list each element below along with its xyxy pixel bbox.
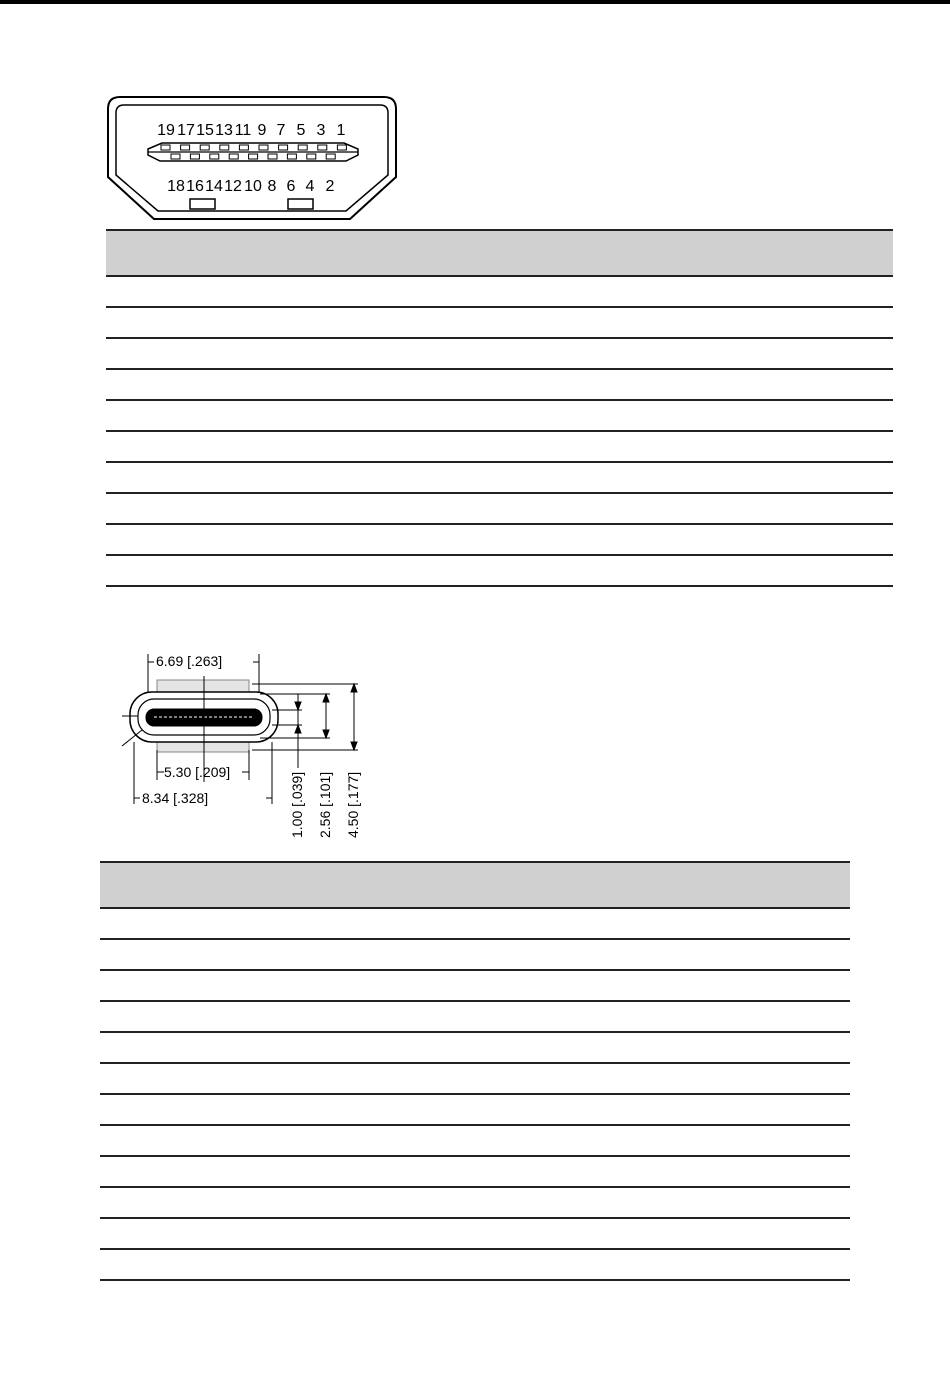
table-header-cell xyxy=(100,862,452,908)
dimension-label-width-inner: 5.30 [.209] xyxy=(164,764,231,780)
table-cell xyxy=(106,493,561,524)
page-top-rule xyxy=(0,0,950,4)
table-cell xyxy=(100,1156,452,1187)
hdmi-pin-table xyxy=(106,229,893,587)
table-cell xyxy=(100,1001,452,1032)
table-cell xyxy=(564,1187,850,1218)
table-cell xyxy=(106,369,561,400)
table-cell xyxy=(564,1032,850,1063)
table-row xyxy=(106,338,893,369)
table-row xyxy=(106,462,893,493)
hdmi-pin-label: 9 xyxy=(257,122,267,139)
table-row xyxy=(106,276,893,307)
hdmi-pin-label: 14 xyxy=(205,178,223,195)
hdmi-contact-pad xyxy=(298,145,307,150)
table-cell xyxy=(452,1218,564,1249)
table-cell xyxy=(564,939,850,970)
table-cell xyxy=(106,307,561,338)
hdmi-pin-label: 7 xyxy=(276,122,286,139)
table-cell xyxy=(564,1094,850,1125)
hdmi-contact-pad xyxy=(200,145,209,150)
table-cell xyxy=(100,1125,452,1156)
hdmi-pin-label: 5 xyxy=(296,122,306,139)
table-cell xyxy=(561,431,893,462)
table-cell xyxy=(100,970,452,1001)
hdmi-contact-pad xyxy=(181,145,190,150)
table-cell xyxy=(564,1218,850,1249)
hdmi-contact-pad xyxy=(220,145,229,150)
table-cell xyxy=(561,524,893,555)
usb-typec-pin-table xyxy=(100,861,850,1281)
table-cell xyxy=(452,1249,564,1280)
table-cell xyxy=(452,970,564,1001)
table-cell xyxy=(100,1218,452,1249)
table-cell xyxy=(100,908,452,939)
hdmi-pin-label: 15 xyxy=(196,122,214,139)
table-cell xyxy=(564,1249,850,1280)
table-cell xyxy=(564,1125,850,1156)
table-cell xyxy=(452,908,564,939)
table-row xyxy=(100,1156,850,1187)
table-cell xyxy=(100,939,452,970)
hdmi-pin-label: 18 xyxy=(167,178,185,195)
table-cell xyxy=(452,1156,564,1187)
hdmi-contact-pad xyxy=(210,154,219,159)
table-cell xyxy=(561,338,893,369)
table-cell xyxy=(452,939,564,970)
hdmi-contact-pad xyxy=(161,145,170,150)
table-cell xyxy=(100,1094,452,1125)
table-row xyxy=(100,1001,850,1032)
table-row xyxy=(100,908,850,939)
table-header-row xyxy=(100,862,850,908)
hdmi-connector-diagram xyxy=(106,95,398,221)
table-cell xyxy=(564,1156,850,1187)
hdmi-contact-pad xyxy=(279,145,288,150)
table-row xyxy=(106,369,893,400)
hdmi-latch-left xyxy=(190,199,215,209)
hdmi-pin-label: 16 xyxy=(186,178,204,195)
usb-typec-dimension-drawing xyxy=(112,650,372,845)
table-cell xyxy=(100,1063,452,1094)
table-row xyxy=(100,1187,850,1218)
table-header-cell xyxy=(564,862,850,908)
hdmi-latch-right xyxy=(288,199,313,209)
table-row xyxy=(106,493,893,524)
table-cell xyxy=(564,1063,850,1094)
table-cell xyxy=(106,462,561,493)
hdmi-contact-pad xyxy=(287,154,296,159)
table-cell xyxy=(106,431,561,462)
table-row xyxy=(100,1249,850,1280)
hdmi-contact-pad xyxy=(190,154,199,159)
hdmi-pin-label: 12 xyxy=(224,178,242,195)
table-cell xyxy=(452,1125,564,1156)
table-row xyxy=(100,939,850,970)
hdmi-pin-label: 10 xyxy=(244,178,262,195)
hdmi-pin-label: 13 xyxy=(215,122,233,139)
table-row xyxy=(100,1218,850,1249)
table-row xyxy=(106,400,893,431)
dimension-label-width-outer: 8.34 [.328] xyxy=(142,790,209,806)
table-header-cell xyxy=(106,230,561,276)
table-cell xyxy=(564,1001,850,1032)
dimension-label-height-large: 4.50 [.177] xyxy=(345,771,361,838)
table-row xyxy=(106,555,893,586)
table-row xyxy=(100,1125,850,1156)
table-row xyxy=(106,431,893,462)
hdmi-pin-label: 11 xyxy=(234,122,252,139)
hdmi-pin-label: 4 xyxy=(305,178,315,195)
hdmi-pin-label: 3 xyxy=(316,122,326,139)
table-cell xyxy=(452,1032,564,1063)
hdmi-contact-pad xyxy=(259,145,268,150)
table-cell xyxy=(561,462,893,493)
hdmi-pin-label: 19 xyxy=(157,122,175,139)
table-cell xyxy=(561,276,893,307)
table-row xyxy=(100,1094,850,1125)
hdmi-pin-label: 2 xyxy=(325,178,335,195)
table-cell xyxy=(452,1187,564,1218)
hdmi-contact-pad xyxy=(171,154,180,159)
hdmi-pin-label: 17 xyxy=(177,122,195,139)
typec-table-body xyxy=(100,908,850,1280)
table-cell xyxy=(106,400,561,431)
table-cell xyxy=(561,555,893,586)
dimension-label-width-top: 6.69 [.263] xyxy=(156,653,223,669)
table-cell xyxy=(100,1032,452,1063)
dimension-label-height-mid: 2.56 [.101] xyxy=(317,771,333,838)
hdmi-contact-pad xyxy=(239,145,248,150)
table-cell xyxy=(564,970,850,1001)
dimension-label-height-small: 1.00 [.039] xyxy=(289,771,305,838)
table-cell xyxy=(106,524,561,555)
table-row xyxy=(100,1032,850,1063)
hdmi-pin-label: 6 xyxy=(286,178,296,195)
hdmi-contact-pad xyxy=(318,145,327,150)
table-cell xyxy=(561,307,893,338)
hdmi-pin-label: 1 xyxy=(336,122,346,139)
table-cell xyxy=(106,276,561,307)
hdmi-pin-label: 8 xyxy=(267,178,277,195)
table-row xyxy=(106,524,893,555)
table-row xyxy=(100,1063,850,1094)
table-cell xyxy=(106,338,561,369)
table-row xyxy=(106,307,893,338)
table-cell xyxy=(452,1063,564,1094)
table-cell xyxy=(564,908,850,939)
hdmi-contact-pad xyxy=(307,154,316,159)
hdmi-contact-pad xyxy=(249,154,258,159)
hdmi-contact-pad xyxy=(337,145,346,150)
table-cell xyxy=(100,1249,452,1280)
hdmi-contact-pad xyxy=(229,154,238,159)
table-cell xyxy=(452,1001,564,1032)
table-header-cell xyxy=(452,862,564,908)
table-cell xyxy=(561,493,893,524)
hdmi-contact-pad xyxy=(326,154,335,159)
table-header-row xyxy=(106,230,893,276)
table-header-cell xyxy=(561,230,893,276)
hdmi-contact-pad xyxy=(268,154,277,159)
table-cell xyxy=(561,400,893,431)
table-cell xyxy=(106,555,561,586)
table-cell xyxy=(452,1094,564,1125)
table-cell xyxy=(100,1187,452,1218)
table-row xyxy=(100,970,850,1001)
hdmi-table-body xyxy=(106,276,893,586)
table-cell xyxy=(561,369,893,400)
